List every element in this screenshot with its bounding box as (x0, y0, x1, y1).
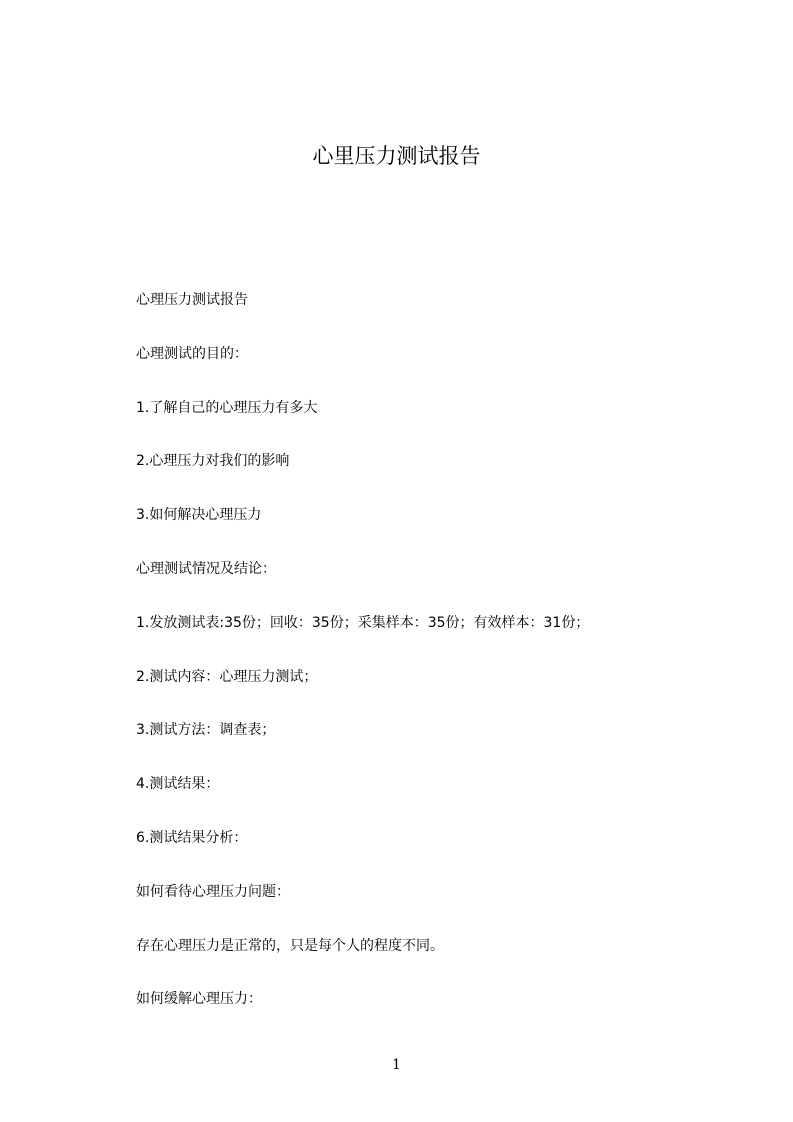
body-line: 3.测试方法：调查表； (136, 722, 276, 739)
body-line: 心理压力测试报告 (136, 292, 248, 308)
body-line: 2.心理压力对我们的影响 (136, 453, 290, 470)
body-line: 4.测试结果： (136, 776, 220, 793)
body-line: 2.测试内容：心理压力测试； (136, 668, 318, 685)
body-line: 6.测试结果分析： (136, 829, 248, 846)
document-body (136, 288, 736, 1041)
body-line: 如何看待心理压力问题： (136, 883, 290, 900)
body-line: 心理测试情况及结论： (136, 560, 276, 577)
body-line: 3.如何解决心理压力 (136, 507, 262, 524)
body-line: 存在心理压力是正常的，只是每个人的程度不同。 (136, 937, 444, 954)
page-number: 1 (392, 1057, 401, 1073)
body-line: 1.发放测试表:35份；回收：35份；采集样本：35份；有效样本：31份； (136, 614, 590, 631)
body-line: 1.了解自己的心理压力有多大 (136, 399, 318, 416)
document-title: 心里压力测试报告 (312, 144, 481, 168)
body-line: 心理测试的目的： (136, 345, 248, 362)
body-line: 如何缓解心理压力： (136, 991, 262, 1008)
